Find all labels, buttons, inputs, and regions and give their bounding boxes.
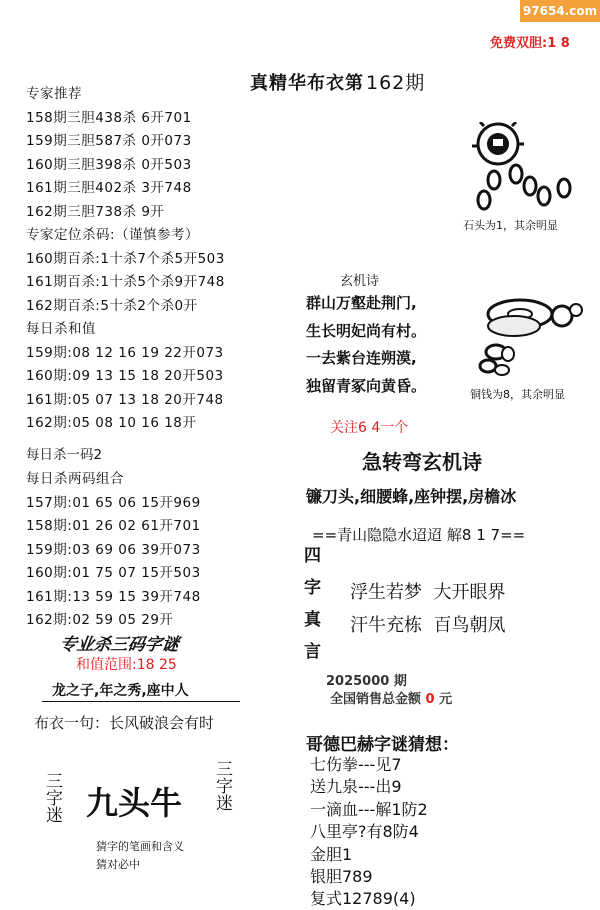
poem-line: 生长明妃尚有村。 <box>306 321 427 340</box>
puzzle-title: 专业杀三码字谜 <box>58 635 181 655</box>
sum-header: 每日杀和值 <box>26 321 96 337</box>
two-code-row: 157期:01 65 06 15开969 <box>26 494 201 511</box>
qingshan-line: ==青山隐隐水迢迢 解8 1 7== <box>312 526 526 544</box>
site-watermark: 97654.com <box>520 0 600 22</box>
two-code-row: 158期:01 26 02 61开701 <box>26 518 201 534</box>
position-row: 162期百杀:5十杀2个杀0开 <box>26 297 198 314</box>
sales-value: 0 <box>425 692 435 707</box>
expert-row: 159期三胆587杀 0开073 <box>26 133 192 149</box>
poem-line: 一去紫台连朔漠, <box>306 349 417 367</box>
two-code-header: 每日杀两码组合 <box>26 471 124 487</box>
four-char: 字 <box>304 578 321 598</box>
free-double-note: 免费双胆:1 8 <box>490 36 570 51</box>
sum-range: 和值范围:18 25 <box>76 657 177 673</box>
sales-unit: 元 <box>439 692 453 707</box>
expert-row: 162期三胆738杀 9开 <box>26 203 165 220</box>
riddle-hint-sure: 猜对必中 <box>96 858 140 871</box>
coin-image <box>474 288 586 378</box>
expert-header: 专家推荐 <box>26 86 82 102</box>
goede-row: 七伤拳---见7 <box>310 755 402 774</box>
four-char-column <box>304 540 321 668</box>
page-title-text: 真精华布衣第 <box>250 73 364 94</box>
two-code-row: 160期:01 75 07 15开503 <box>26 565 201 581</box>
two-code-row: 159期:03 69 06 39开073 <box>26 541 201 558</box>
expert-row: 160期三胆398杀 0开503 <box>26 156 192 173</box>
focus-note: 关注6 4一个 <box>330 420 409 436</box>
xuanji-header: 玄机诗 <box>340 274 380 289</box>
two-code-row: 162期:02 59 05 29开 <box>26 612 174 628</box>
sum-row: 162期:05 08 10 16 18开 <box>26 415 197 431</box>
stone-image <box>470 122 580 214</box>
sales-issue: 2025000 期 <box>326 674 407 689</box>
position-row: 161期百杀:1十杀5个杀9开748 <box>26 274 225 290</box>
goede-row: 复式12789(4) <box>310 889 416 909</box>
turn-title: 急转弯玄机诗 <box>362 450 482 474</box>
four-char: 言 <box>304 642 321 662</box>
goede-row: 金胆1 <box>310 844 353 864</box>
goede-title: 哥德巴赫字谜猜想： <box>306 735 459 755</box>
position-header: 专家定位杀码:（谨慎参考） <box>26 227 200 243</box>
goede-list <box>310 752 428 909</box>
idiom-line-2: 汗牛充栋 百鸟朝凤 <box>350 615 506 636</box>
sickle-line: 镰刀头,细腰蜂,座钟摆,房檐冰 <box>306 487 517 506</box>
goede-row: 银胆789 <box>310 866 373 886</box>
nine-heads-riddle: 九头牛 <box>86 784 183 822</box>
one-code-kill: 每日杀一码2 <box>26 447 103 463</box>
three-char-left: 三字迷 <box>42 772 62 823</box>
buyi-line: 布衣一句：长风破浪会有时 <box>34 714 215 732</box>
goede-row: 一滴血---解1防2 <box>310 799 428 819</box>
goede-row: 八里亭?有8防4 <box>310 822 419 842</box>
two-code-list <box>26 467 296 632</box>
xuanji-poem <box>306 290 426 400</box>
sum-row: 160期:09 13 15 18 20开503 <box>26 368 224 384</box>
poem-line: 独留青冢向黄昏。 <box>306 376 427 395</box>
coin-caption: 铜钱为8，其余明显 <box>470 388 565 401</box>
dragon-line: 龙之子,年之秀,座中人 <box>52 683 189 699</box>
poem-line: 群山万壑赴荆门, <box>306 294 417 312</box>
four-char: 真 <box>304 610 321 630</box>
sum-row: 161期:05 07 13 18 20开748 <box>26 391 224 408</box>
expert-row: 158期三胆438杀 6开701 <box>26 109 192 126</box>
idiom-line-1: 浮生若梦 大开眼界 <box>350 582 506 603</box>
two-code-row: 161期:13 59 15 39开748 <box>26 588 201 605</box>
three-char-right: 三字迷 <box>212 760 232 811</box>
divider <box>42 701 240 702</box>
sales-label: 全国销售总金额 <box>330 692 422 707</box>
expert-row: 161期三胆402杀 3开748 <box>26 180 192 196</box>
left-column <box>26 82 296 435</box>
issue-number: 162期 <box>366 72 426 94</box>
stone-caption: 石头为1，其余明显 <box>463 219 558 232</box>
goede-row: 送九泉---出9 <box>310 777 402 797</box>
position-row: 160期百杀:1十杀7个杀5开503 <box>26 250 225 267</box>
sum-row: 159期:08 12 16 19 22开073 <box>26 344 224 361</box>
sales-total <box>330 688 452 707</box>
four-char: 四 <box>304 546 321 566</box>
riddle-hint: 猜字的笔画和含义 <box>96 840 184 853</box>
